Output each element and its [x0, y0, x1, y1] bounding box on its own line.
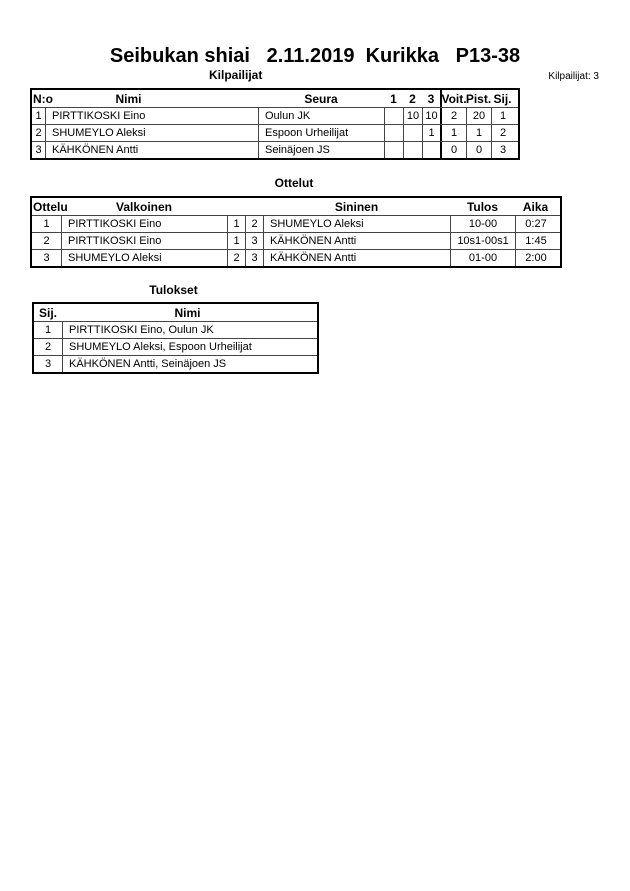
- cell-wins: 0: [440, 142, 466, 158]
- col-header-blue-no: [245, 198, 263, 215]
- col-header-white-no: [227, 198, 245, 215]
- cell-round3: [422, 142, 440, 158]
- cell-result: 10s1-00s1: [450, 233, 515, 249]
- cell-points: 20: [466, 108, 491, 124]
- cell-wins: 1: [440, 125, 466, 141]
- competitors-table: [30, 88, 520, 160]
- cell-name: PIRTTIKOSKI Eino, Oulun JK: [62, 322, 313, 338]
- col-header-name: Nimi: [174, 305, 201, 320]
- cell-time: 2:00: [515, 250, 556, 266]
- cell-place: 2: [44, 341, 52, 353]
- match-row: [32, 232, 560, 249]
- match-row: [32, 215, 560, 232]
- col-header-white: Valkoinen: [115, 199, 173, 214]
- cell-blue-no: 3: [245, 250, 263, 266]
- matches-table: [30, 196, 562, 268]
- col-header-place: Sij.: [38, 305, 57, 320]
- competitor-row: [32, 124, 518, 141]
- cell-time: 1:45: [515, 233, 556, 249]
- cell-blue-name: SHUMEYLO Aleksi: [263, 216, 450, 232]
- cell-club: Espoon Urheilijat: [258, 125, 384, 141]
- cell-round1: [384, 125, 403, 141]
- col-header-time: Aika: [522, 199, 549, 214]
- cell-result: 01-00: [450, 250, 515, 266]
- results-table: [32, 302, 319, 374]
- cell-round2: [403, 142, 422, 158]
- col-header-blue: Sininen: [334, 199, 379, 214]
- cell-name: KÄHKÖNEN Antti: [45, 142, 258, 158]
- cell-blue-no: 3: [245, 233, 263, 249]
- col-header-round3: 3: [427, 91, 435, 106]
- cell-club: Oulun JK: [258, 108, 384, 124]
- matches-header-row: [32, 198, 560, 215]
- cell-white-no: 2: [227, 250, 245, 266]
- cell-name: SHUMEYLO Aleksi: [45, 125, 258, 141]
- cell-place: 3: [491, 142, 514, 158]
- result-row: [34, 338, 317, 355]
- page-title: Seibukan shiai 2.11.2019 Kurikka P13-38: [109, 45, 521, 67]
- col-header-place: Sij.: [493, 91, 512, 106]
- matches-heading: Ottelut: [274, 176, 314, 190]
- col-header-round1: 1: [390, 91, 397, 106]
- competitor-row: [32, 107, 518, 124]
- cell-white-name: PIRTTIKOSKI Eino: [61, 233, 227, 249]
- col-header-round2: 2: [409, 91, 416, 106]
- cell-white-no: 1: [227, 233, 245, 249]
- cell-no: 1: [35, 110, 42, 122]
- cell-round3: 10: [422, 108, 440, 124]
- col-header-result: Tulos: [466, 199, 499, 214]
- results-heading: Tulokset: [149, 283, 198, 297]
- cell-points: 0: [466, 142, 491, 158]
- cell-blue-name: KÄHKÖNEN Antti: [263, 250, 450, 266]
- cell-place: 1: [44, 324, 52, 336]
- competitors-header-row: [32, 90, 518, 107]
- cell-white-no: 1: [227, 216, 245, 232]
- cell-club: Seinäjoen JS: [258, 142, 384, 158]
- cell-time: 0:27: [515, 216, 556, 232]
- cell-no: 2: [35, 127, 42, 139]
- result-row: [34, 355, 317, 372]
- competitor-row: [32, 141, 518, 158]
- cell-result: 10-00: [450, 216, 515, 232]
- col-header-points: Pist.: [465, 91, 492, 106]
- col-header-wins: Voit.: [441, 91, 467, 106]
- cell-white-name: PIRTTIKOSKI Eino: [61, 216, 227, 232]
- cell-round1: [384, 108, 403, 124]
- competitors-heading: Kilpailijat: [209, 68, 263, 82]
- cell-name: PIRTTIKOSKI Eino: [45, 108, 258, 124]
- col-header-no: N:o: [33, 91, 53, 106]
- cell-place: 2: [491, 125, 514, 141]
- cell-name: KÄHKÖNEN Antti, Seinäjoen JS: [62, 356, 313, 372]
- cell-round2: [403, 125, 422, 141]
- cell-white-name: SHUMEYLO Aleksi: [61, 250, 227, 266]
- cell-place: 3: [44, 358, 52, 370]
- col-header-match-no: Ottelu: [33, 199, 68, 214]
- match-row: [32, 249, 560, 266]
- cell-name: SHUMEYLO Aleksi, Espoon Urheilijat: [62, 339, 313, 355]
- cell-match-no: 1: [43, 218, 50, 230]
- result-row: [34, 321, 317, 338]
- cell-round2: 10: [403, 108, 422, 124]
- col-header-name: Nimi: [115, 91, 142, 106]
- cell-round3: 1: [422, 125, 440, 141]
- cell-match-no: 2: [43, 235, 50, 247]
- cell-blue-name: KÄHKÖNEN Antti: [263, 233, 450, 249]
- cell-place: 1: [491, 108, 514, 124]
- competitors-count-label: Kilpailijat: 3: [548, 71, 599, 82]
- cell-wins: 2: [440, 108, 466, 124]
- cell-match-no: 3: [43, 252, 50, 264]
- cell-points: 1: [466, 125, 491, 141]
- cell-no: 3: [35, 144, 42, 156]
- cell-round1: [384, 142, 403, 158]
- results-header-row: [34, 304, 317, 321]
- cell-blue-no: 2: [245, 216, 263, 232]
- col-header-club: Seura: [304, 91, 338, 106]
